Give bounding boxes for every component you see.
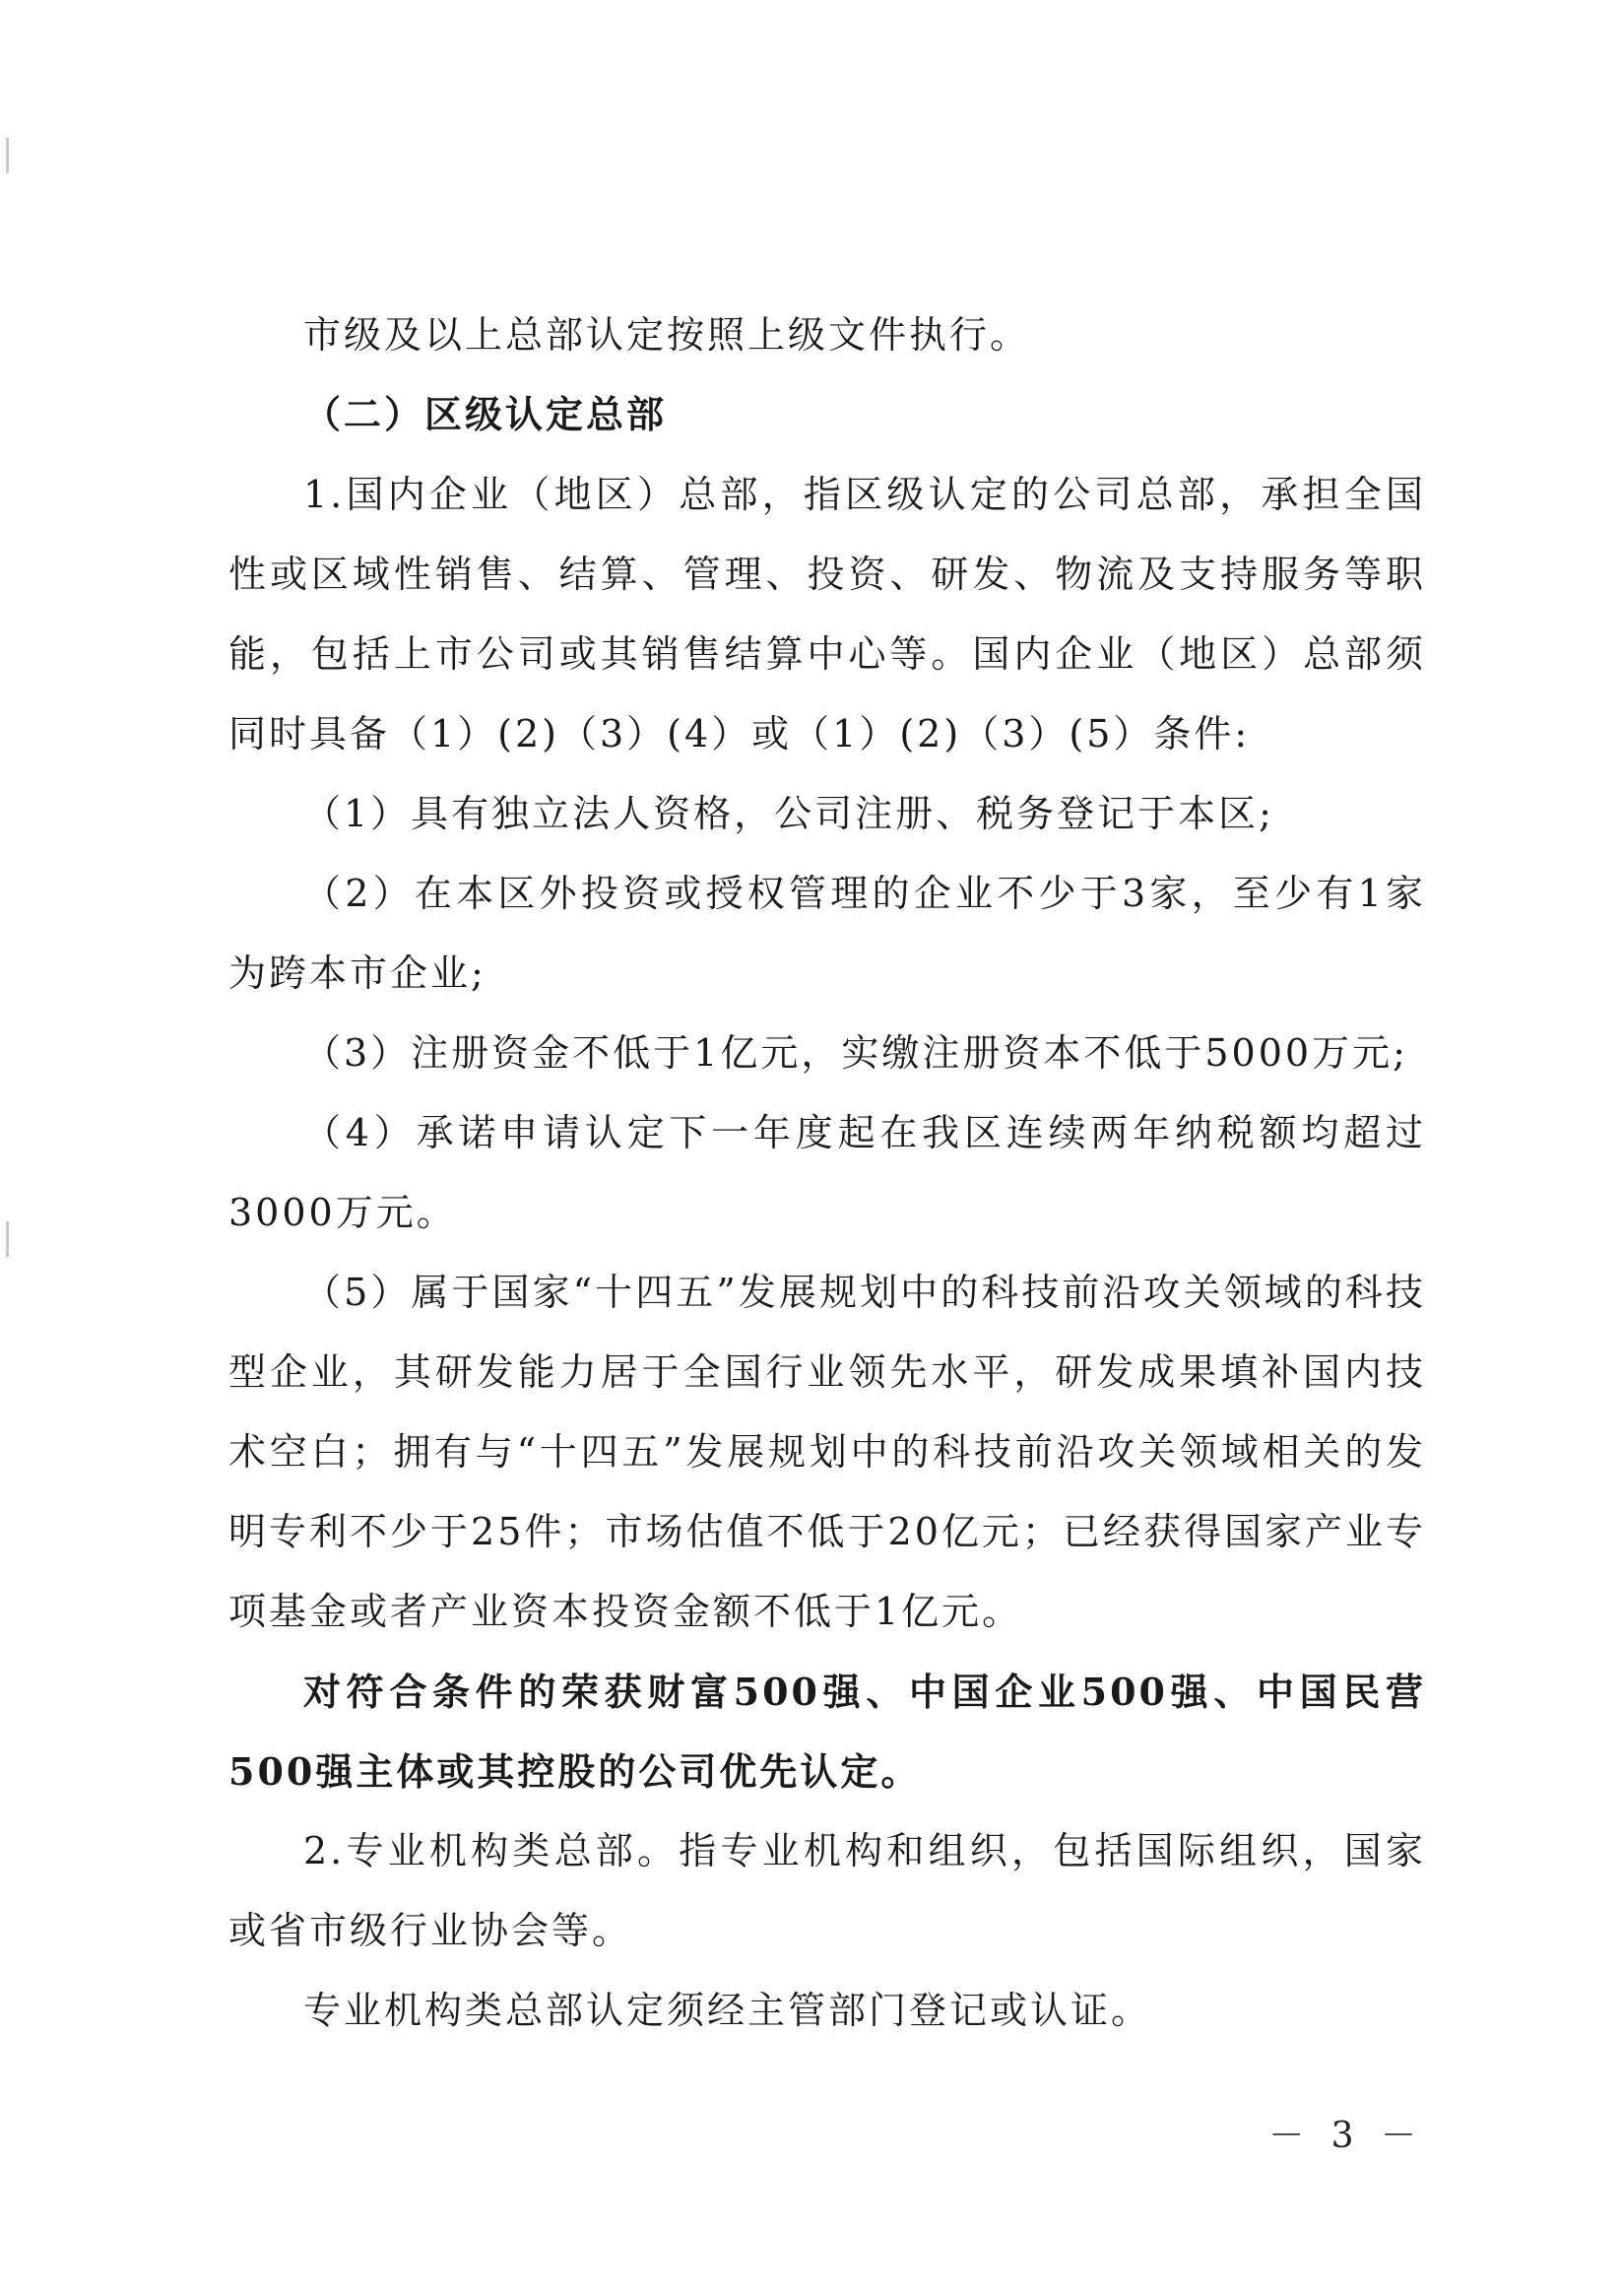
condition-3: （3）注册资金不低于1亿元，实缴注册资本不低于5000万元; [303,1031,1408,1075]
condition-5: （5）属于国家“十四五”发展规划中的科技前沿攻关领域的科技型企业，其研发能力居于全国行业领先水平，研发成果填补国内技术空白；拥有与“十四五”发展规划中的科技前沿攻关领域相关的发明专利不少于25件；市场估值不低于20亿元；已经获得国家产业专项基金或者产业资本投资金额不低于1亿元。 [228,1271,1426,1633]
scan-margin-mark [6,138,9,173]
paragraph-professional-org-registration: 专业机构类总部认定须经主管部门登记或认证。 [303,1989,1152,2032]
condition-4: （4）承诺申请认定下一年度起在我区连续两年纳税额均超过3000万元。 [228,1111,1426,1234]
document-body [228,295,1426,2051]
paragraph-professional-org-hq: 2.专业机构类总部。指专业机构和组织，包括国际组织，国家或省市级行业协会等。 [228,1829,1426,1952]
paragraph-priority-recognition: 对符合条件的荣获财富500强、中国企业500强、中国民营500强主体或其控股的公司优先认定。 [228,1670,1426,1794]
condition-1: （1）具有独立法人资格，公司注册、税务登记于本区; [303,792,1274,835]
section-heading-district-hq: （二）区级认定总部 [303,393,668,436]
paragraph-city-level-note: 市级及以上总部认定按照上级文件执行。 [303,313,1031,357]
paragraph-domestic-hq-definition: 1.国内企业（地区）总部，指区级认定的公司总部，承担全国性或区域性销售、结算、管理、投资、研发、物流及支持服务等职能，包括上市公司或其销售结算中心等。国内企业（地区）总部须同时具备（1）(2)（3）(4）或（1）(2)（3）(5）条件: [228,473,1426,755]
page-number: － 3 － [1268,2116,1424,2156]
scan-margin-mark [6,1221,9,1257]
condition-2: （2）在本区外投资或授权管理的企业不少于3家，至少有1家为跨本市企业; [228,872,1426,995]
